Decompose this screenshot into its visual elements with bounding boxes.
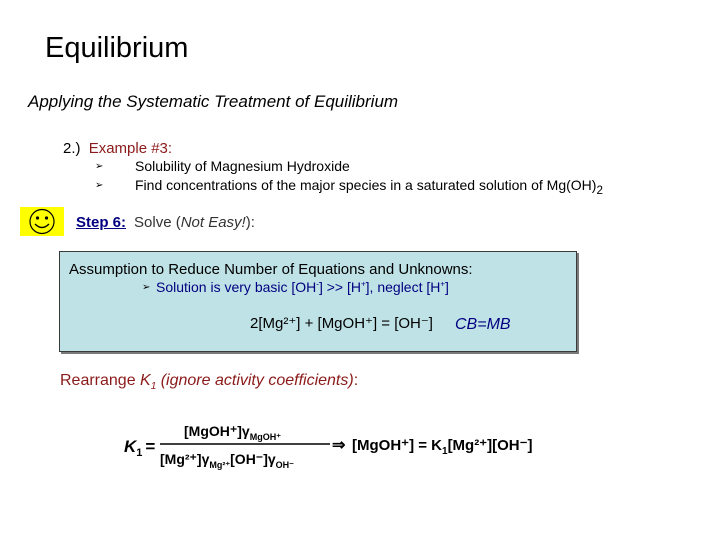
- smiley-icon: [20, 207, 64, 236]
- step-text: Solve (Not Easy!):: [134, 214, 255, 231]
- step-heading: [76, 214, 255, 231]
- assumption-bullet: [142, 279, 449, 297]
- fraction-denominator: $[Mg^{2+}]\gamma_{Mg^{2+}}[OH^-]\gamma_{OH^-}$: [160, 451, 294, 470]
- bullet-text: Find concentrations of the major species in a saturated solution of $Mg(OH)_2$: [135, 177, 603, 197]
- charge-balance-equation: [250, 308, 450, 338]
- equation-text: 2[Mg²⁺] + [MgOH⁺] = [OH⁻]: [250, 315, 433, 332]
- bullet-text: Solubility of Magnesium Hydroxide: [135, 158, 350, 174]
- arrow-bullet-icon: ➢: [142, 282, 151, 293]
- implies-arrow-icon: ⇒: [332, 437, 346, 454]
- bullet-item: [95, 177, 603, 197]
- example-label: Example #3:: [88, 140, 173, 157]
- equation-rhs: [MgOH⁺] = $K_1[Mg^{2+}][OH^-]$: [352, 437, 533, 457]
- arrow-bullet-icon: ➢: [95, 161, 104, 172]
- bullet-item: [95, 158, 350, 176]
- slide-subtitle: Applying the Systematic Treatment of Equilibrium: [28, 92, 399, 111]
- assumption-title: Assumption to Reduce Number of Equations and Unknowns:: [69, 261, 473, 278]
- slide-title: Equilibrium: [45, 32, 189, 64]
- equilibrium-equation: [120, 418, 580, 474]
- rearrange-heading: Rearrange $K_1$ (ignore activity coefficients):: [60, 372, 359, 393]
- equation-lhs: $K_1$ =: [124, 437, 156, 459]
- example-heading: [63, 140, 172, 157]
- cb-mb-tag: CB=MB: [455, 316, 511, 333]
- step-label: Step 6:: [76, 214, 127, 231]
- assumption-bullet-text: Solution is very basic [OH-] >> [H+], neglect [H+]: [156, 279, 449, 295]
- subscript: 2: [596, 183, 603, 197]
- arrow-bullet-icon: ➢: [95, 180, 104, 191]
- example-number: 2.): [63, 140, 81, 157]
- fraction-numerator: $[MgOH^+]\gamma_{MgOH^+}$: [184, 423, 281, 442]
